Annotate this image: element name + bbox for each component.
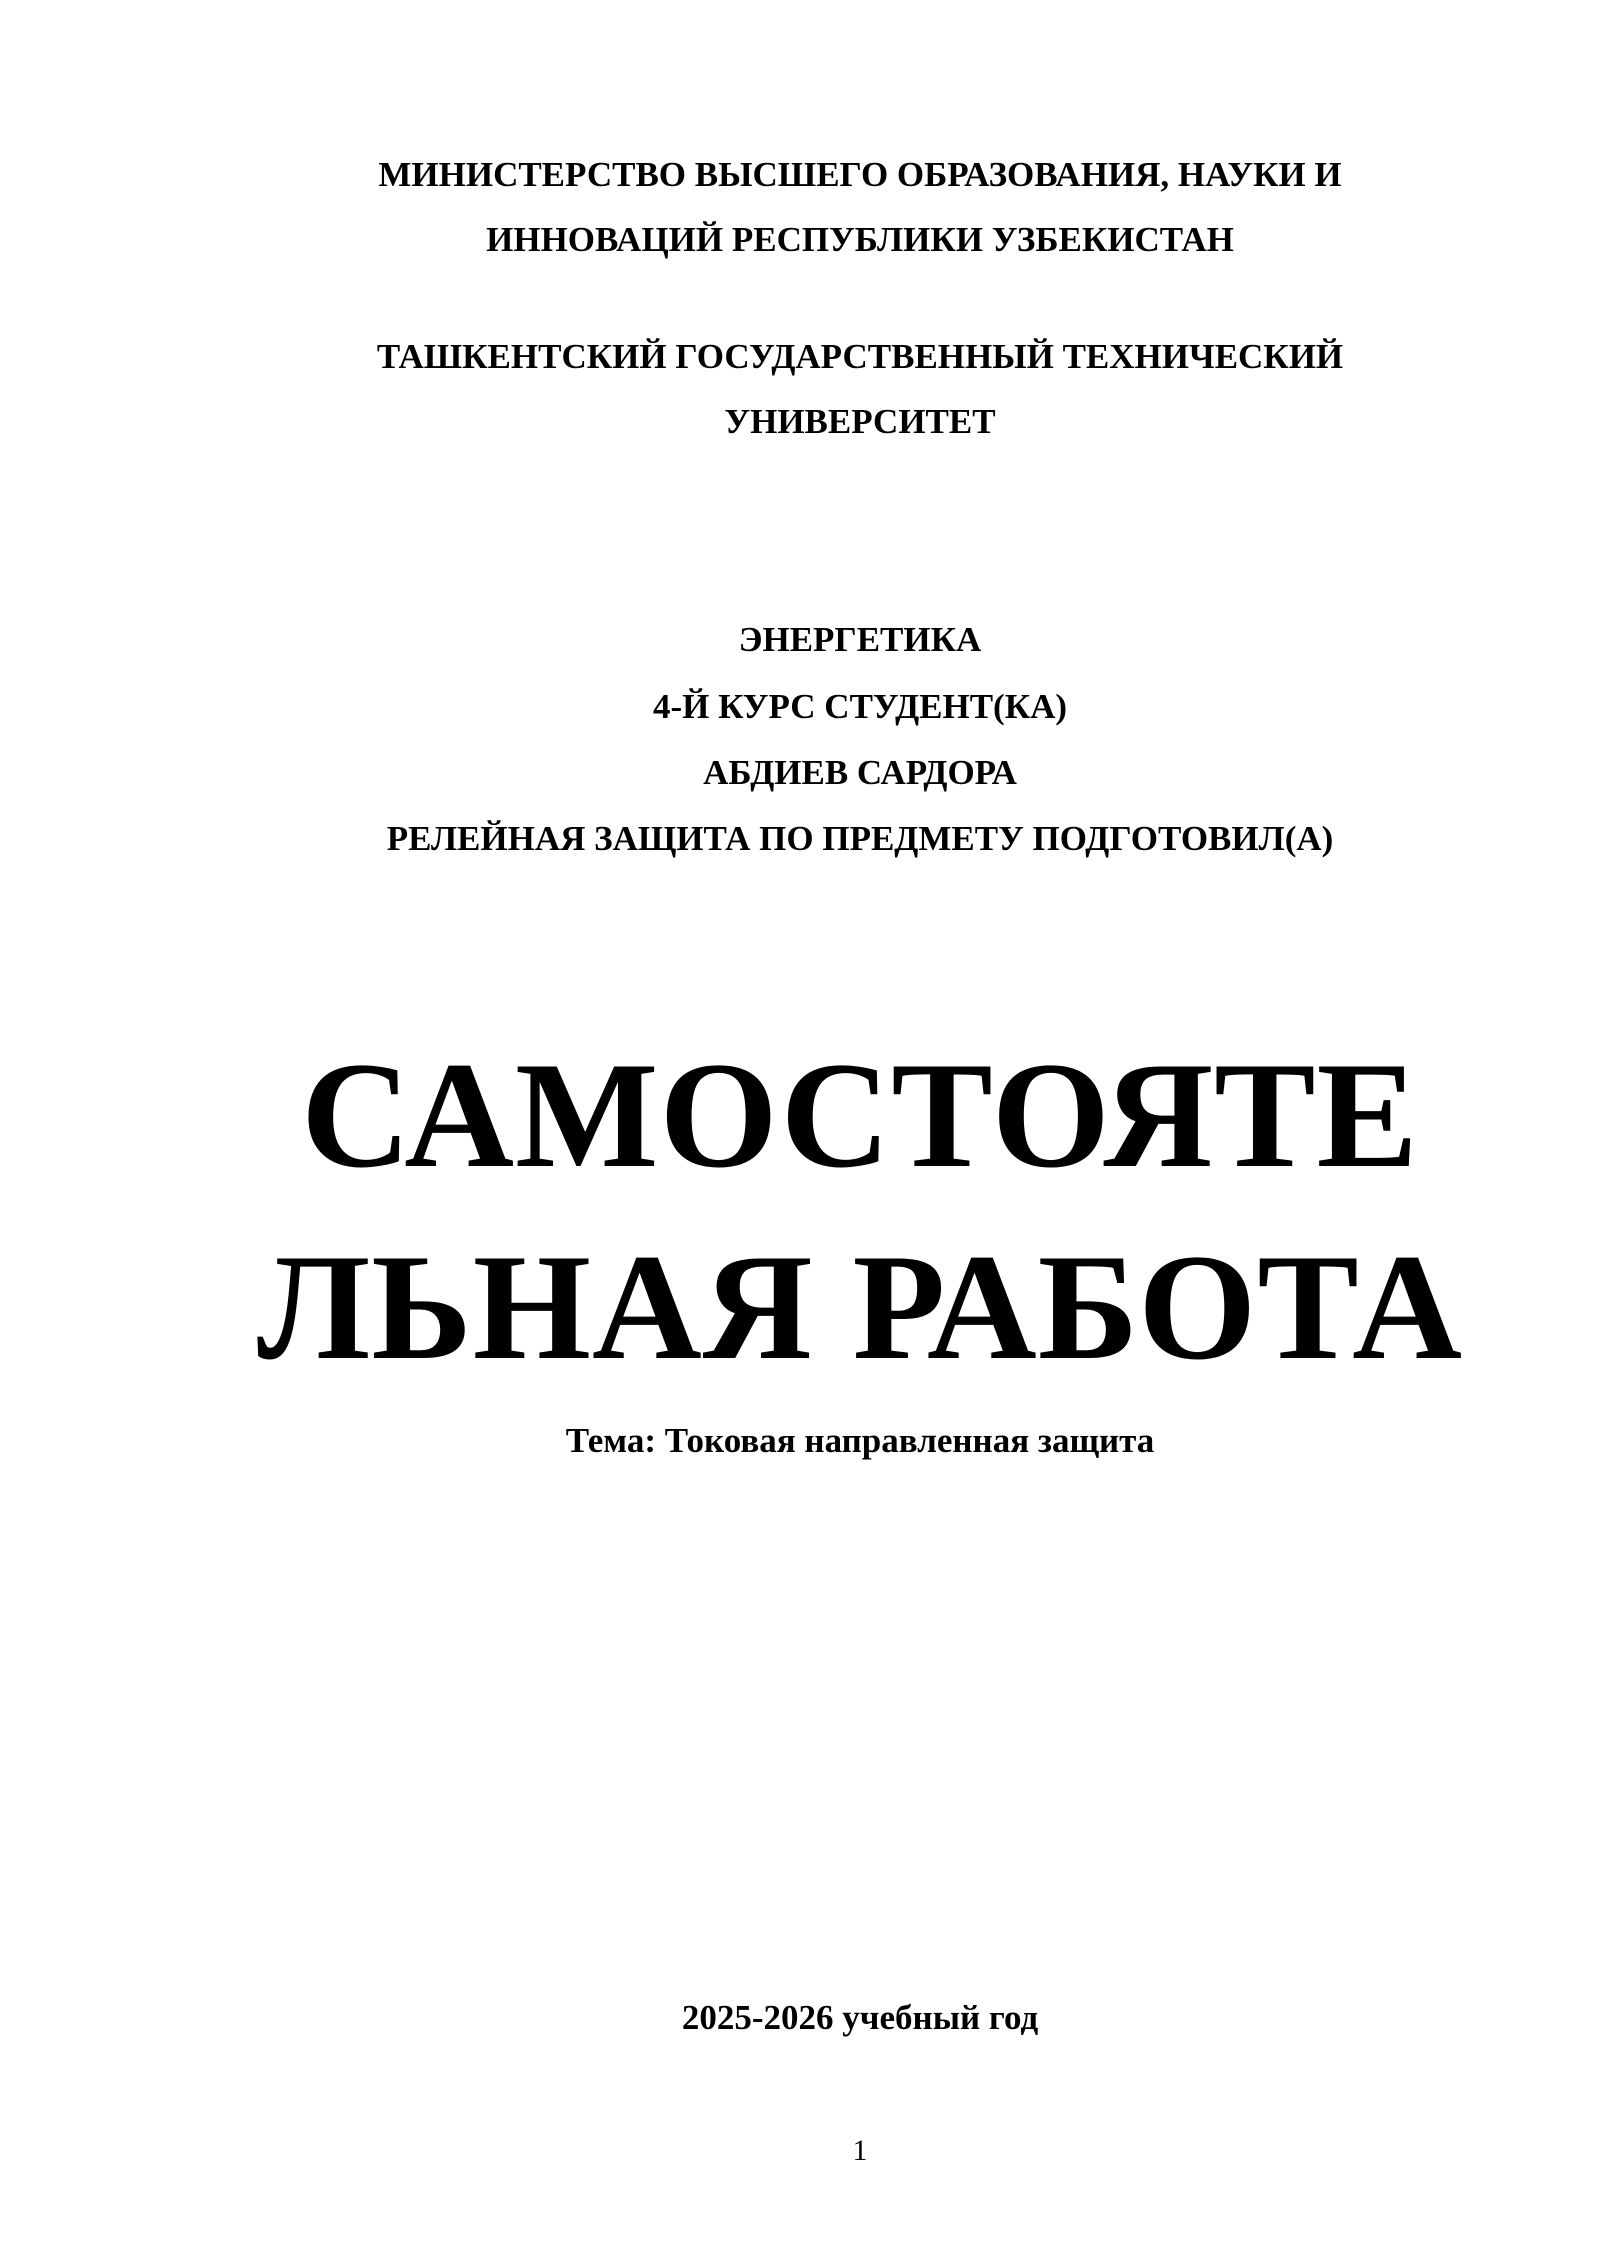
- title-line-1: САМОСТОЯТЕ: [301, 1031, 1419, 1199]
- university-line-2: УНИВЕРСИТЕТ: [724, 402, 996, 441]
- course-label: 4-Й КУРС СТУДЕНТ(КА): [652, 687, 1068, 726]
- topic-line: Тема: Токовая направленная защита: [565, 1421, 1155, 1460]
- faculty-label: ЭНЕРГЕТИКА: [738, 620, 982, 659]
- ministry-line-1: МИНИСТЕРСТВО ВЫСШЕГО ОБРАЗОВАНИЯ, НАУКИ И: [378, 155, 1342, 194]
- title-line-2: ЛЬНАЯ РАБОТА: [257, 1223, 1463, 1391]
- subject-line: РЕЛЕЙНАЯ ЗАЩИТА ПО ПРЕДМЕТУ ПОДГОТОВИЛ(А): [386, 819, 1334, 858]
- page-number: 1: [852, 2134, 868, 2167]
- university-line-1: ТАШКЕНТСКИЙ ГОСУДАРСТВЕННЫЙ ТЕХНИЧЕСКИЙ: [376, 337, 1344, 376]
- ministry-line-2: ИННОВАЦИЙ РЕСПУБЛИКИ УЗБЕКИСТАН: [486, 220, 1234, 259]
- student-name: АБДИЕВ САРДОРА: [703, 753, 1017, 792]
- academic-year: 2025-2026 учебный год: [681, 1998, 1039, 2037]
